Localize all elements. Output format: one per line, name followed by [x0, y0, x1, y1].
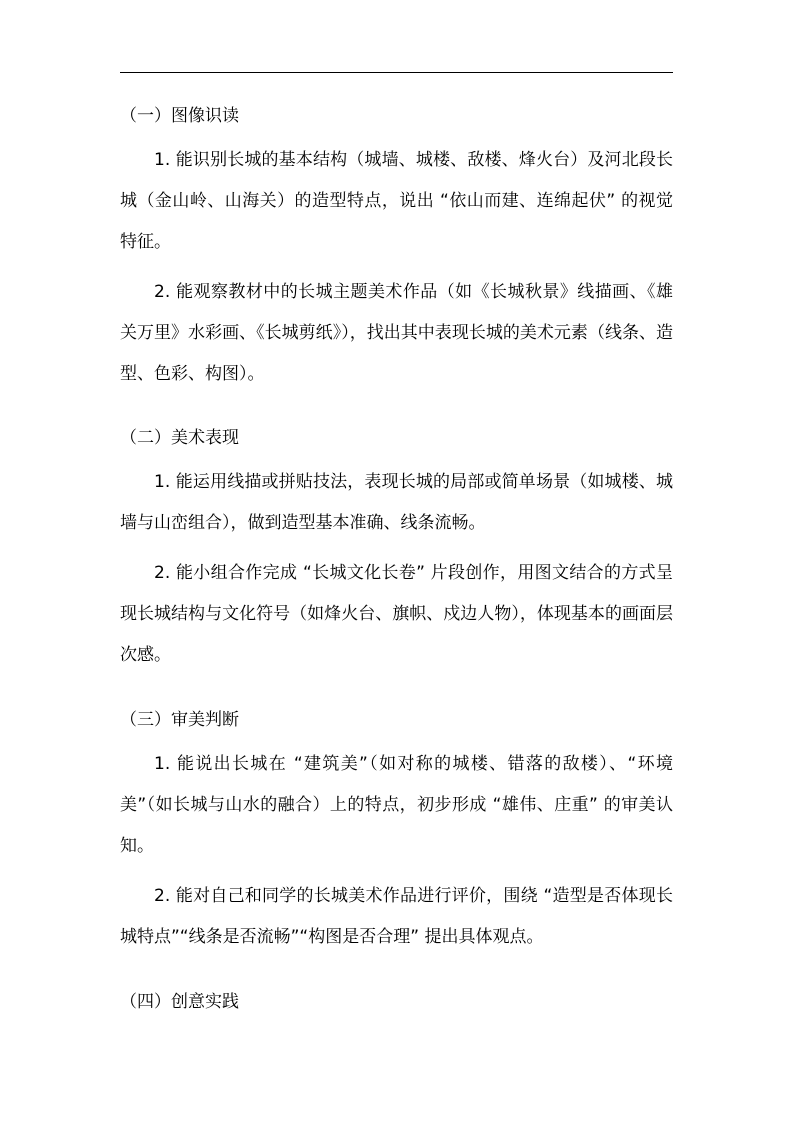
section-heading: （一）图像识读 — [120, 106, 239, 126]
paragraph: 2. 能观察教材中的长城主题美术作品（如《长城秋景》线描画、《雄关万里》水彩画、《长城剪纸》），找出其中表现长城的美术元素（线条、造型、色彩、构图）。 — [120, 282, 673, 384]
section-heading: （四）创意实践 — [120, 992, 239, 1012]
section-heading: （二）美术表现 — [120, 428, 239, 448]
section-art-expression — [120, 420, 673, 685]
paragraph: 2. 能小组合作完成 “长城文化长卷” 片段创作，用图文结合的方式呈现长城结构与文化符号（如烽火台、旗帜、戍边人物），体现基本的画面层次感。 — [120, 563, 673, 665]
paragraph: 2. 能对自己和同学的长城美术作品进行评价，围绕 “造型是否体现长城特点”“线条是否流畅”“构图是否合理” 提出具体观点。 — [120, 886, 673, 947]
paragraph: 1. 能识别长城的基本结构（城墙、城楼、敌楼、烽火台）及河北段长城（金山岭、山海关）的造型特点，说出 “依山而建、连绵起伏” 的视觉特征。 — [120, 150, 673, 252]
section-creative-practice — [120, 984, 673, 1026]
section-image-reading — [120, 98, 673, 404]
paragraph: 1. 能说出长城在 “建筑美”（如对称的城楼、错落的敌楼）、“环境美”（如长城与山水的融合）上的特点，初步形成 “雄伟、庄重” 的审美认知。 — [120, 754, 673, 856]
section-aesthetic-judgment — [120, 702, 673, 967]
paragraph: 1. 能运用线描或拼贴技法，表现长城的局部或简单场景（如城楼、城墙与山峦组合），做到造型基本准确、线条流畅。 — [120, 472, 673, 533]
header-rule — [120, 72, 673, 73]
section-heading: （三）审美判断 — [120, 710, 239, 730]
